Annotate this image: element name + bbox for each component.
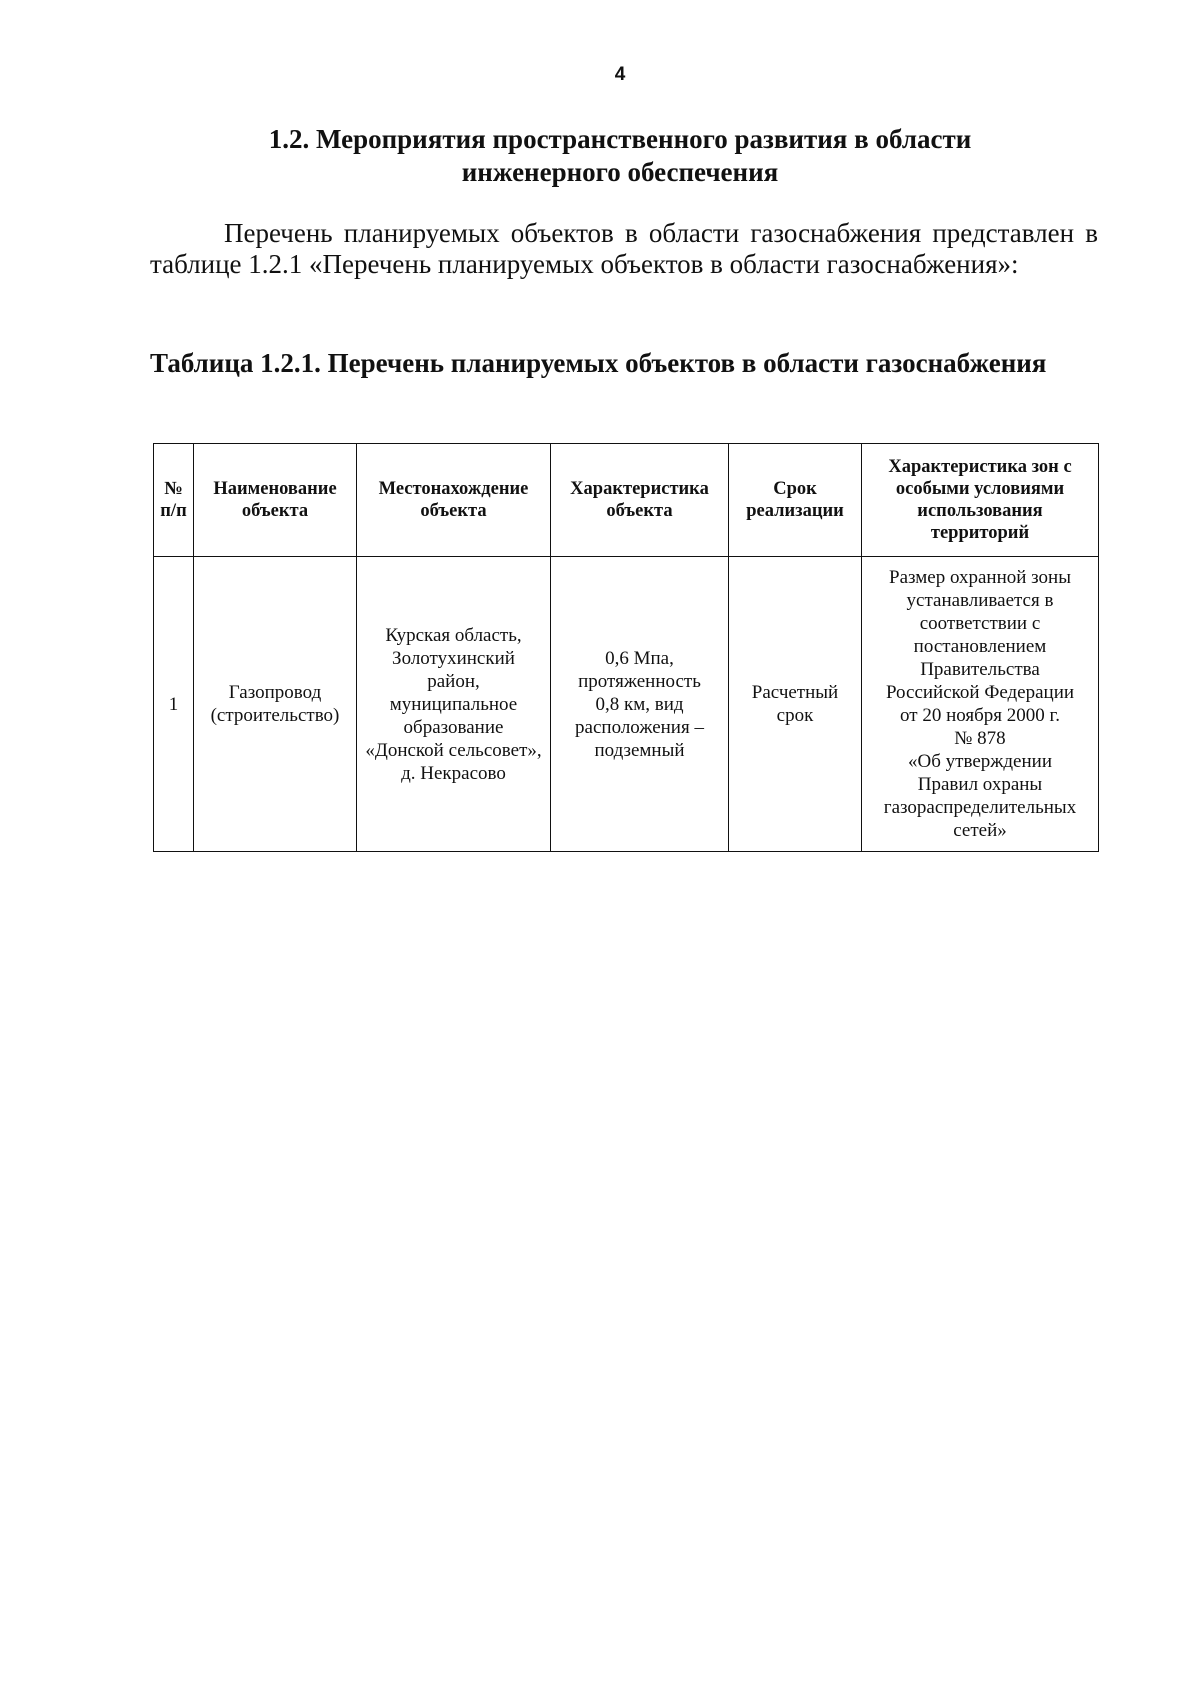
header-location: Местонахождение объекта bbox=[357, 444, 551, 557]
header-special-zones: Характеристика зон с особыми условиями использования территорий bbox=[862, 444, 1099, 557]
planned-objects-table bbox=[153, 443, 1099, 852]
header-implementation-term: Срок реализации bbox=[729, 444, 862, 557]
cell-location: Курская область, Золотухинский район, муниципальное образование «Донской сельсовет», д. Некрасово bbox=[357, 557, 551, 852]
header-characteristic: Характеристика объекта bbox=[551, 444, 729, 557]
header-number: № п/п bbox=[154, 444, 194, 557]
page-number: 4 bbox=[614, 64, 626, 85]
cell-special-zones: Размер охранной зоны устанавливается в соответствии с постановлением Правительства Российской Федерации от 20 ноября 2000 г. № 878 «Об утверждении Правил охраны газораспределительных сетей» bbox=[862, 557, 1099, 852]
cell-number: 1 bbox=[154, 557, 194, 852]
table-caption: Таблица 1.2.1. Перечень планируемых объектов в области газоснабжения bbox=[150, 348, 1047, 378]
section-title-line: инженерного обеспечения bbox=[461, 157, 779, 187]
cell-implementation-term: Расчетный срок bbox=[729, 557, 862, 852]
cell-object-name: Газопровод (строительство) bbox=[194, 557, 357, 852]
section-title-line: 1.2. Мероприятия пространственного развития в области bbox=[268, 124, 972, 154]
header-object-name: Наименование объекта bbox=[194, 444, 357, 557]
section-title bbox=[150, 123, 1090, 189]
table-row bbox=[154, 557, 1099, 852]
cell-characteristic: 0,6 Мпа, протяженность 0,8 км, вид расположения – подземный bbox=[551, 557, 729, 852]
table-header-row bbox=[154, 444, 1099, 557]
intro-paragraph: Перечень планируемых объектов в области газоснабжения представлен в таблице 1.2.1 «Перечень планируемых объектов в области газоснабжения»: bbox=[150, 218, 1098, 279]
